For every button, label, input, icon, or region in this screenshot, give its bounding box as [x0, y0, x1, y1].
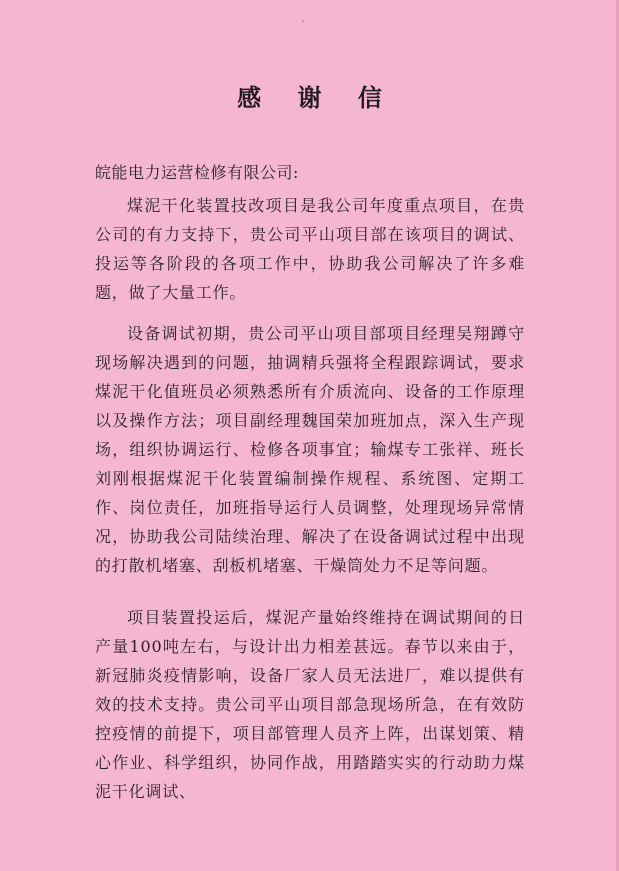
scan-speck [302, 20, 304, 22]
letter-salutation: 皖能电力运营检修有限公司: [95, 163, 299, 182]
body-paragraph-3: 项目装置投运后，煤泥产量始终维持在调试期间的日产量100吨左右，与设计出力相差甚远。春节以来由于，新冠肺炎疫情影响，设备厂家人员无法进厂，难以提供有效的技术支持。贵公司平山项目部急现场所急，在有效防控疫情的前提下，项目部管理人员齐上阵，出谋划策、精心作业、科学组织，协同作战，用踏踏实实的行动助力煤泥干化调试、 [95, 608, 525, 801]
body-paragraph-1: 煤泥干化装置技改项目是我公司年度重点项目，在贵公司的有力支持下，贵公司平山项目部在该项目的调试、投运等各阶段的各项工作中，协助我公司解决了许多难题，做了大量工作。 [95, 196, 525, 302]
body-paragraph-2: 设备调试初期，贵公司平山项目部项目经理吴翔蹲守现场解决遇到的问题，抽调精兵强将全程跟踪调试，要求煤泥干化值班员必须熟悉所有介质流向、设备的工作原理以及操作方法；项目副经理魏国荣加班加点，深入生产现场，组织协调运行、检修各项事宜；输煤专工张祥、班长刘刚根据煤泥干化装置编制操作规程、系统图、定期工作、岗位责任，加班指导运行人员调整，处理现场异常情况，协助我公司陆续治理、解决了在设备调试过程中出现的打散机堵塞、刮板机堵塞、干燥筒处力不足等问题。 [95, 324, 525, 575]
letter-title: 感 谢 信 [237, 84, 396, 112]
